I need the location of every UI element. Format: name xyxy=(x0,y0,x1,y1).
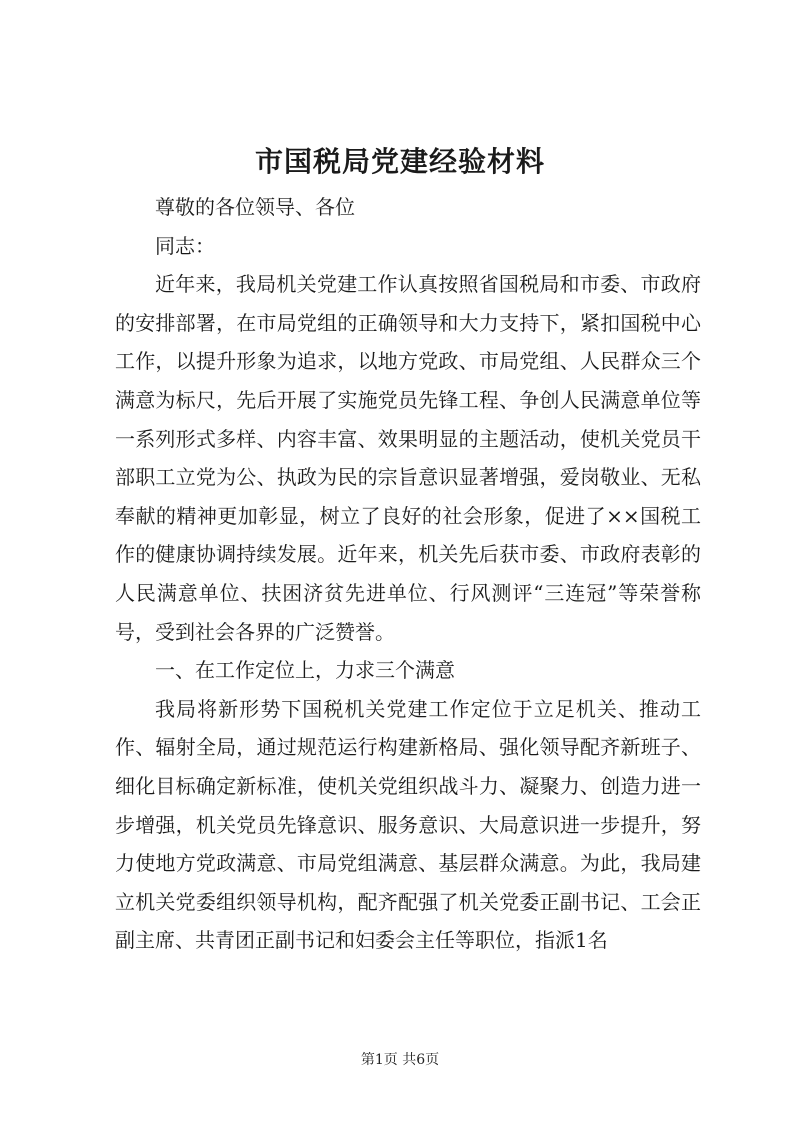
section-heading-1: 一、在工作定位上，力求三个满意 xyxy=(155,658,455,683)
page-number: 第1页 共6页 xyxy=(360,1052,440,1068)
salutation-line-1: 尊敬的各位领导、各位 xyxy=(155,195,355,219)
intro-paragraph: 近年来，我局机关党建工作认真按照省国税局和市委、市政府的安排部署，在市局党组的正确领导和大力支持下，紧扣国税中心工作，以提升形象为追求，以地方党政、市局党组、人民群众三个满意为标尺，先后开展了实施党员先锋工程、争创人民满意单位等一系列形式多样、内容丰富、效果明显的主题活动，使机关党员干部职工立党为公、执政为民的宗旨意识显著增强，爱岗敬业、无私奉献的精神更加彰显，树立了良好的社会形象，促进了××国税工作的健康协调持续发展。近年来，机关先后获市委、市政府表彰的人民满意单位、扶困济贫先进单位、行风测评“三连冠”等荣誉称号，受到社会各界的广泛赞誉。 xyxy=(115,272,701,644)
section-paragraph-1: 我局将新形势下国税机关党建工作定位于立足机关、推动工作、辐射全局，通过规范运行构建新格局、强化领导配齐新班子、细化目标确定新标准，使机关党组织战斗力、凝聚力、创造力进一步增强，机关党员先锋意识、服务意识、大局意识进一步提升，努力使地方党政满意、市局党组满意、基层群众满意。为此，我局建立机关党委组织领导机构，配齐配强了机关党委正副书记、工会正副主席、共青团正副书记和妇委会主任等职位，指派1名 xyxy=(115,696,701,953)
document-body xyxy=(115,188,701,960)
salutation-line-2: 同志： xyxy=(155,233,215,258)
document-title: 市国税局党建经验材料 xyxy=(254,145,545,178)
